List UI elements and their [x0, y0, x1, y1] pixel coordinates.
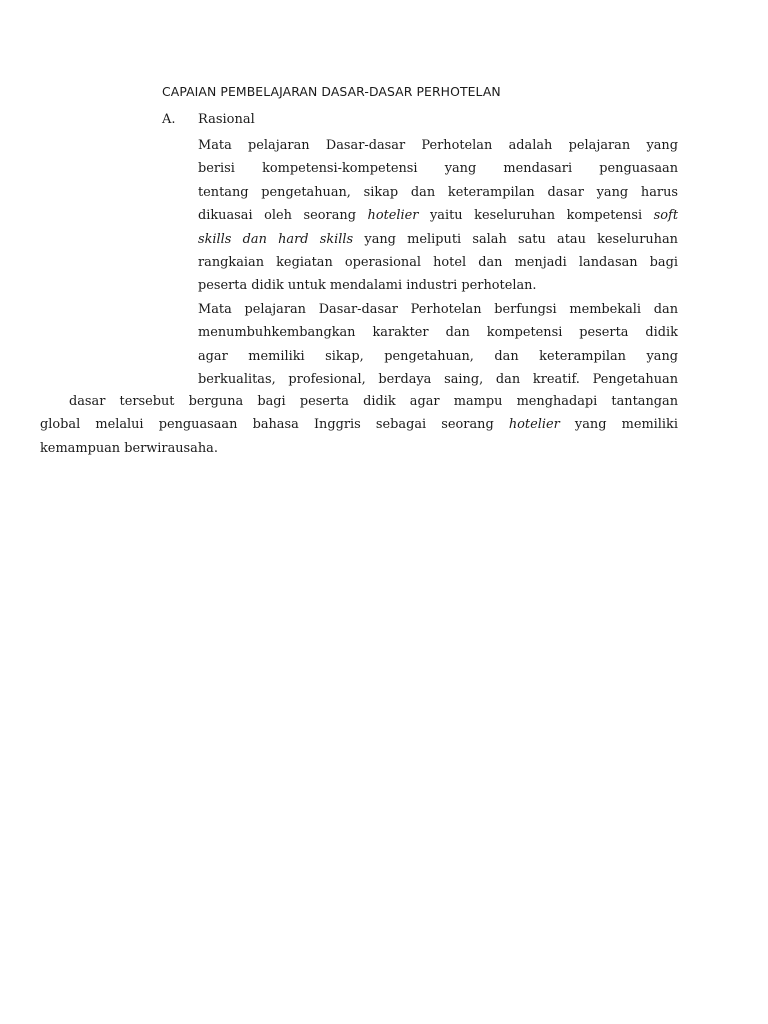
- indented-paragraphs: [198, 134, 678, 391]
- paragraph-1-line-6: rangkaian kegiatan operasional hotel dan menjadi landasan bagi: [198, 254, 678, 270]
- section-heading: Rasional: [198, 112, 255, 127]
- paragraph-3-line-2: [40, 413, 678, 436]
- paragraph-1-line-5: [198, 228, 678, 251]
- paragraph-1-line-3: tentang pengetahuan, sikap dan keterampilan dasar yang harus: [198, 184, 678, 200]
- paragraph-2-line-1: Mata pelajaran Dasar-dasar Perhotelan berfungsi membekali dan: [198, 301, 678, 317]
- paragraph-1-line-5-text: yang meliputi salah satu atau keseluruhan: [353, 231, 678, 247]
- paragraph-1-line-1: Mata pelajaran Dasar-dasar Perhotelan adalah pelajaran yang: [198, 138, 678, 153]
- italic-term-hotelier-2: hotelier: [508, 417, 560, 433]
- paragraph-1-line-7: peserta didik untuk mendalami industri perhotelan.: [198, 278, 537, 294]
- italic-term-hotelier: hotelier: [367, 208, 419, 224]
- paragraph-1-line-2: berisi kompetensi-kompetensi yang mendasari penguasaan: [198, 161, 678, 177]
- paragraph-3-line-1: dasar tersebut berguna bagi peserta didik agar mampu menghadapi tantangan: [69, 394, 678, 409]
- italic-term-skills: skills dan hard skills: [198, 231, 354, 247]
- paragraph-2-line-2: menumbuhkembangkan karakter dan kompetensi peserta didik: [198, 325, 678, 341]
- full-width-paragraph: [40, 390, 678, 460]
- paragraph-1-line-4: [198, 204, 678, 227]
- paragraph-2-line-4: berkualitas, profesional, berdaya saing, dan kreatif. Pengetahuan: [198, 371, 678, 387]
- paragraph-2-line-3: agar memiliki sikap, pengetahuan, dan keterampilan yang: [198, 348, 678, 364]
- paragraph-3-line-2-text-b: yang memiliki: [559, 417, 678, 433]
- paragraph-1-line-4-text-b: yaitu keseluruhan kompetensi: [418, 208, 654, 224]
- document-title: CAPAIAN PEMBELAJARAN DASAR-DASAR PERHOTELAN: [162, 84, 501, 99]
- paragraph-3-line-3: kemampuan berwirausaha.: [40, 440, 218, 456]
- paragraph-3-line-2-text-a: global melalui penguasaan bahasa Inggris sebagai seorang: [40, 417, 509, 433]
- section-marker: A.: [162, 112, 176, 127]
- italic-term-soft: soft: [653, 208, 678, 224]
- paragraph-1-line-4-text-a: dikuasai oleh seorang: [198, 208, 368, 224]
